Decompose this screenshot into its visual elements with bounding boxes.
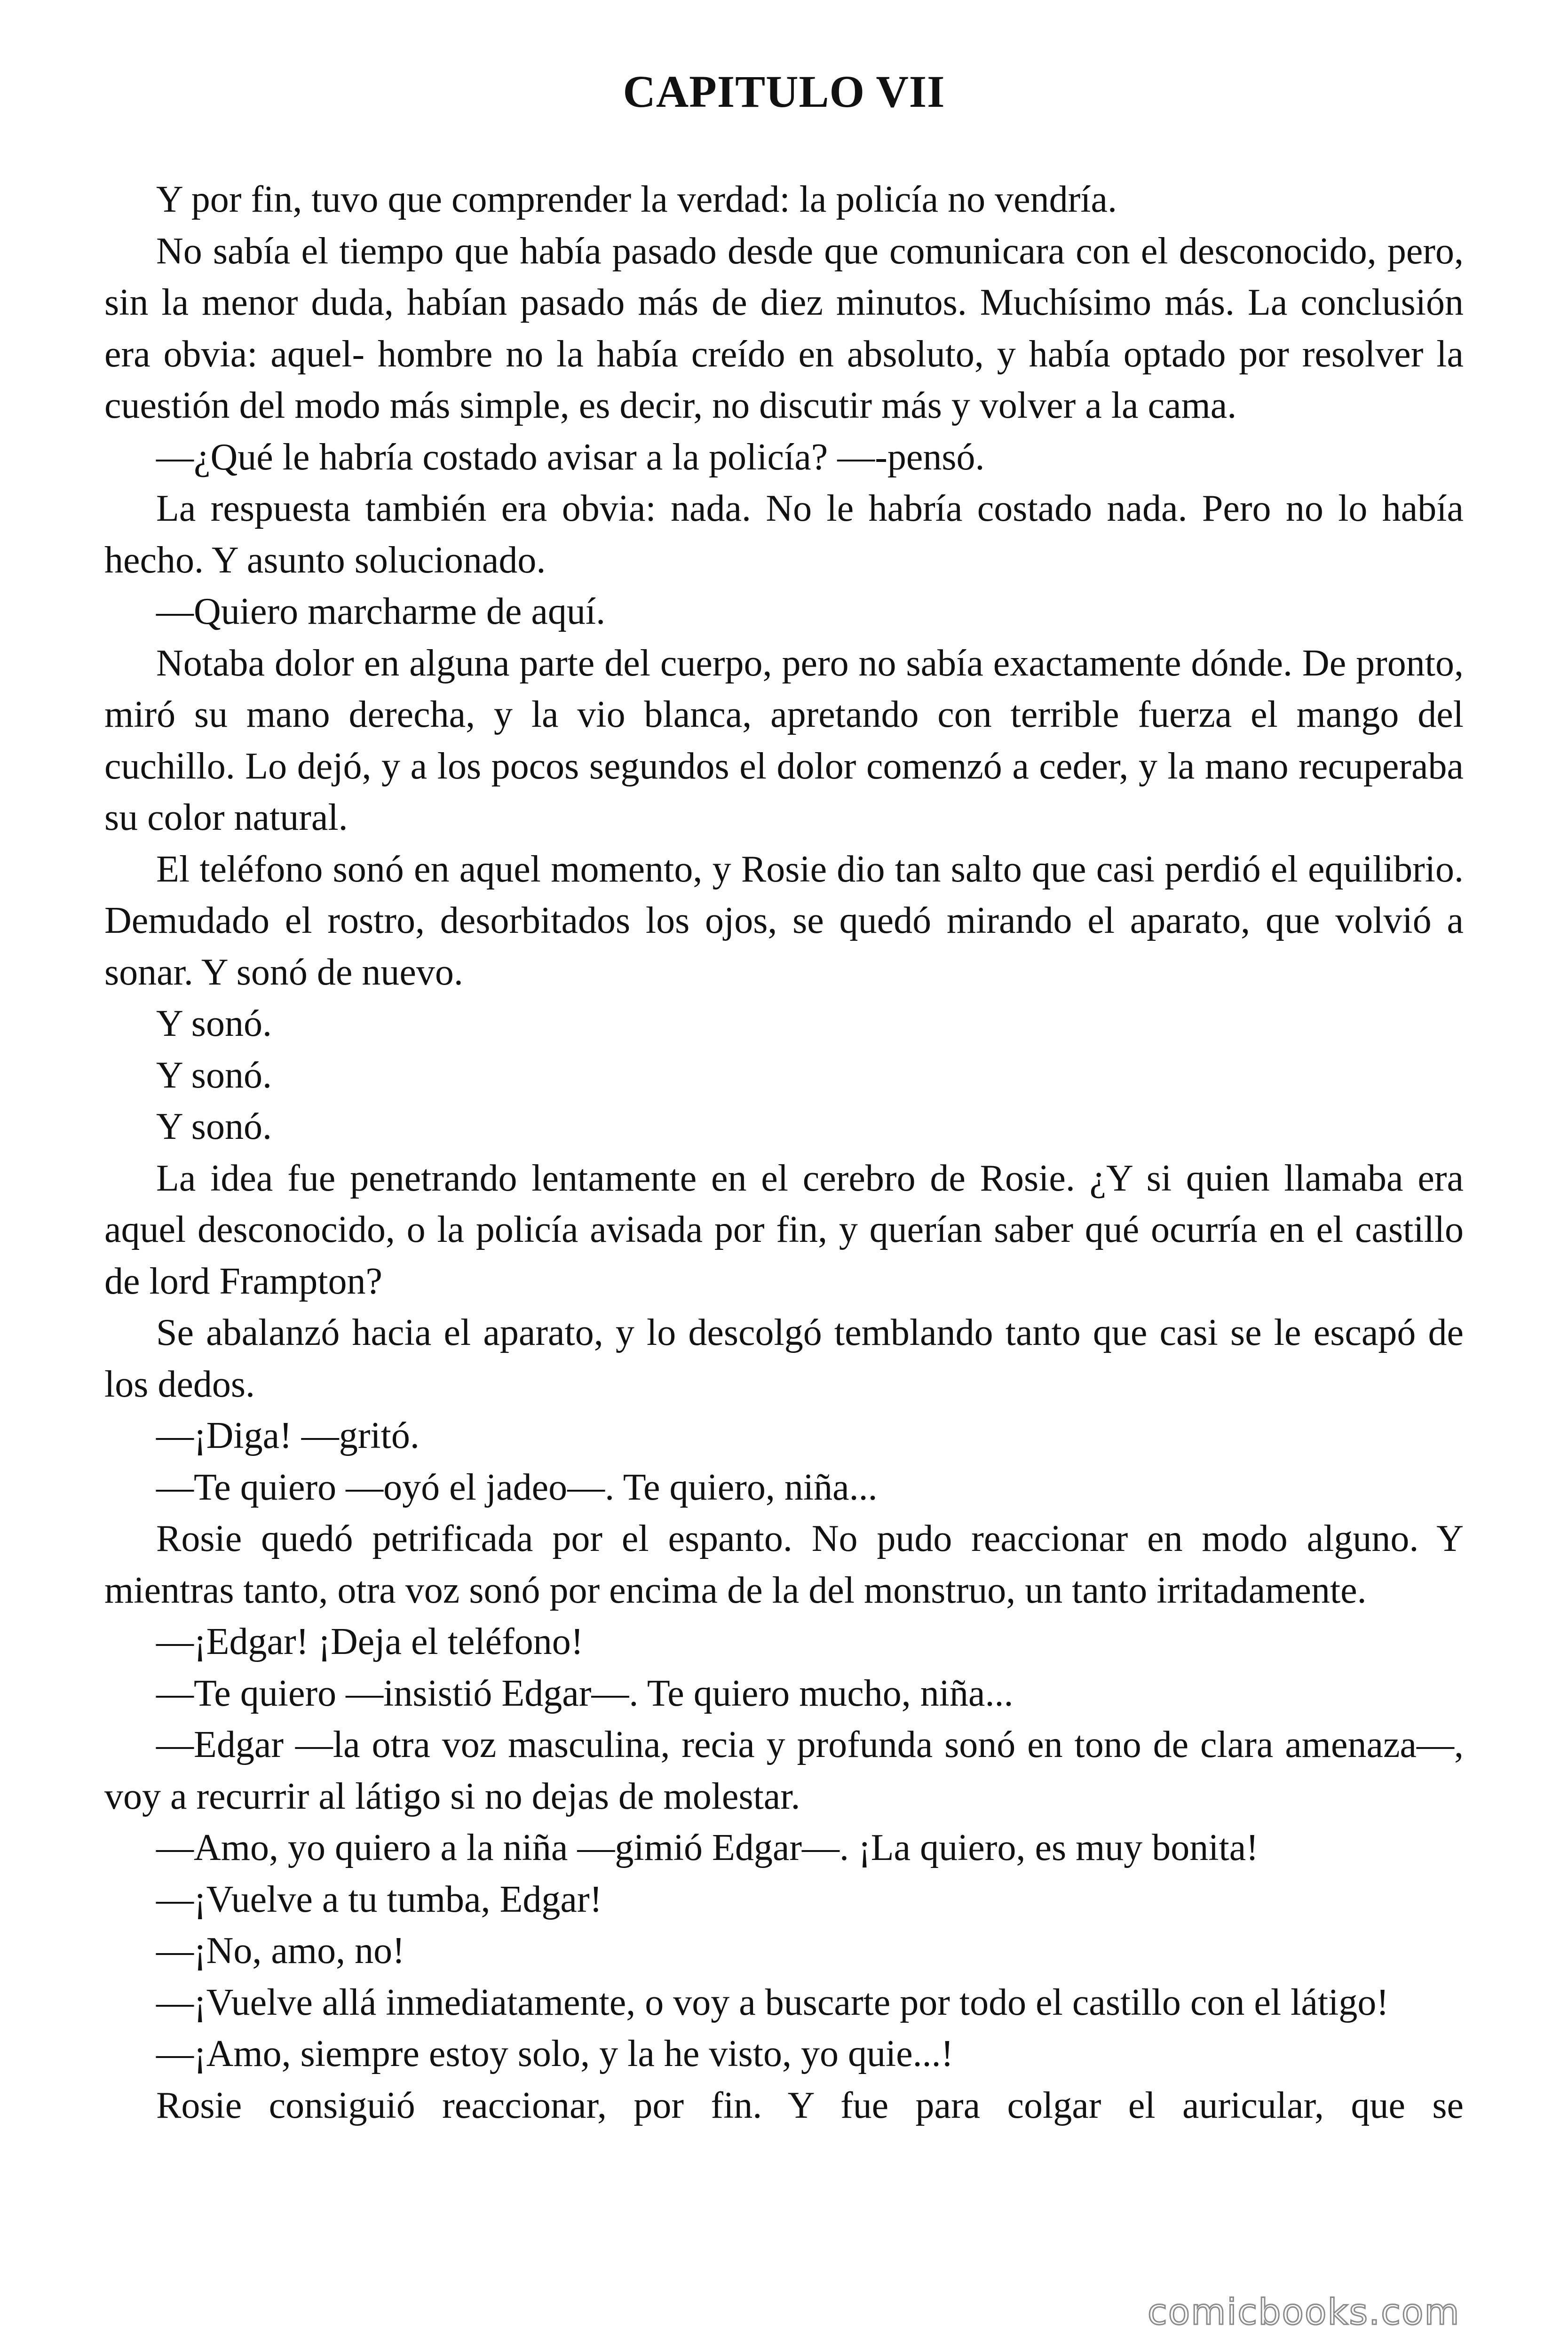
paragraph: —¡No, amo, no! (156, 1930, 405, 1971)
paragraph: Y por fin, tuvo que comprender la verdad: la policía no vendría. (156, 179, 1117, 220)
chapter-title: CAPITULO VII (623, 66, 945, 117)
paragraph: La idea fue penetrando lentamente en el cerebro de Rosie. ¿Y si quien llamaba era aquel desconocido, o la policía avisada por fin, y querían saber qué ocurría en el castillo de lord Frampton? (104, 1157, 1464, 1302)
chapter-body (104, 174, 1464, 2131)
paragraph: Rosie quedó petrificada por el espanto. No pudo reaccionar en modo alguno. Y mientras tanto, otra voz sonó por encima de la del monstruo, un tanto irritadamente. (104, 1518, 1464, 1611)
paragraph: El teléfono sonó en aquel momento, y Rosie dio tan salto que casi perdió el equilibrio. Demudado el rostro, desorbitados los ojos, se quedó mirando el aparato, que volvió a sonar. Y sonó de nuevo. (104, 848, 1464, 993)
paragraph: —¡Vuelve allá inmediatamente, o voy a buscarte por todo el castillo con el látigo! (156, 1981, 1389, 2023)
paragraph: —Quiero marcharme de aquí. (156, 591, 606, 632)
paragraph: No sabía el tiempo que había pasado desde que comunicara con el desconocido, pero, sin la menor duda, habían pasado más de diez minutos. Muchísimo más. La conclusión era obvia: aquel- hombre no la había creído en absoluto, y había optado por resolver la cuestión del modo más simple, es decir, no discutir más y volver a la cama. (104, 230, 1464, 426)
paragraph: —Te quiero —oyó el jadeo—. Te quiero, niña... (156, 1466, 878, 1508)
paragraph: Y sonó. (156, 1106, 272, 1147)
paragraph: —¡Diga! —gritó. (156, 1415, 420, 1456)
paragraph: —¿Qué le habría costado avisar a la policía? —-pensó. (156, 436, 985, 478)
paragraph: —Te quiero —insistió Edgar—. Te quiero mucho, niña... (156, 1672, 1014, 1714)
paragraph: —¡Vuelve a tu tumba, Edgar! (156, 1878, 602, 1920)
paragraph: —¡Amo, siempre estoy solo, y la he visto, yo quie...! (156, 2033, 954, 2074)
paragraph: Y sonó. (156, 1054, 272, 1096)
paragraph: La respuesta también era obvia: nada. No le habría costado nada. Pero no lo había hecho. Y asunto solucionado. (104, 488, 1464, 581)
watermark-logo: comicbooks.com (1148, 2291, 1460, 2333)
paragraph: Notaba dolor en alguna parte del cuerpo, pero no sabía exactamente dónde. De pronto, miró su mano derecha, y la vio blanca, apretando con terrible fuerza el mango del cuchillo. Lo dejó, y a los pocos segundos el dolor comenzó a ceder, y la mano recuperaba su color natural. (104, 642, 1464, 838)
paragraph: Y sonó. (156, 1003, 272, 1044)
paragraph: —Amo, yo quiero a la niña —gimió Edgar—. ¡La quiero, es muy bonita! (156, 1827, 1259, 1868)
paragraph: —¡Edgar! ¡Deja el teléfono! (156, 1621, 584, 1662)
paragraph: Rosie consiguió reaccionar, por fin. Y fue para colgar el auricular, que se (156, 2084, 1464, 2126)
paragraph: —Edgar —la otra voz masculina, recia y profunda sonó en tono de clara amenaza—, voy a recurrir al látigo si no dejas de molestar. (104, 1724, 1464, 1817)
paragraph: Se abalanzó hacia el aparato, y lo descolgó temblando tanto que casi se le escapó de los dedos. (104, 1312, 1464, 1405)
